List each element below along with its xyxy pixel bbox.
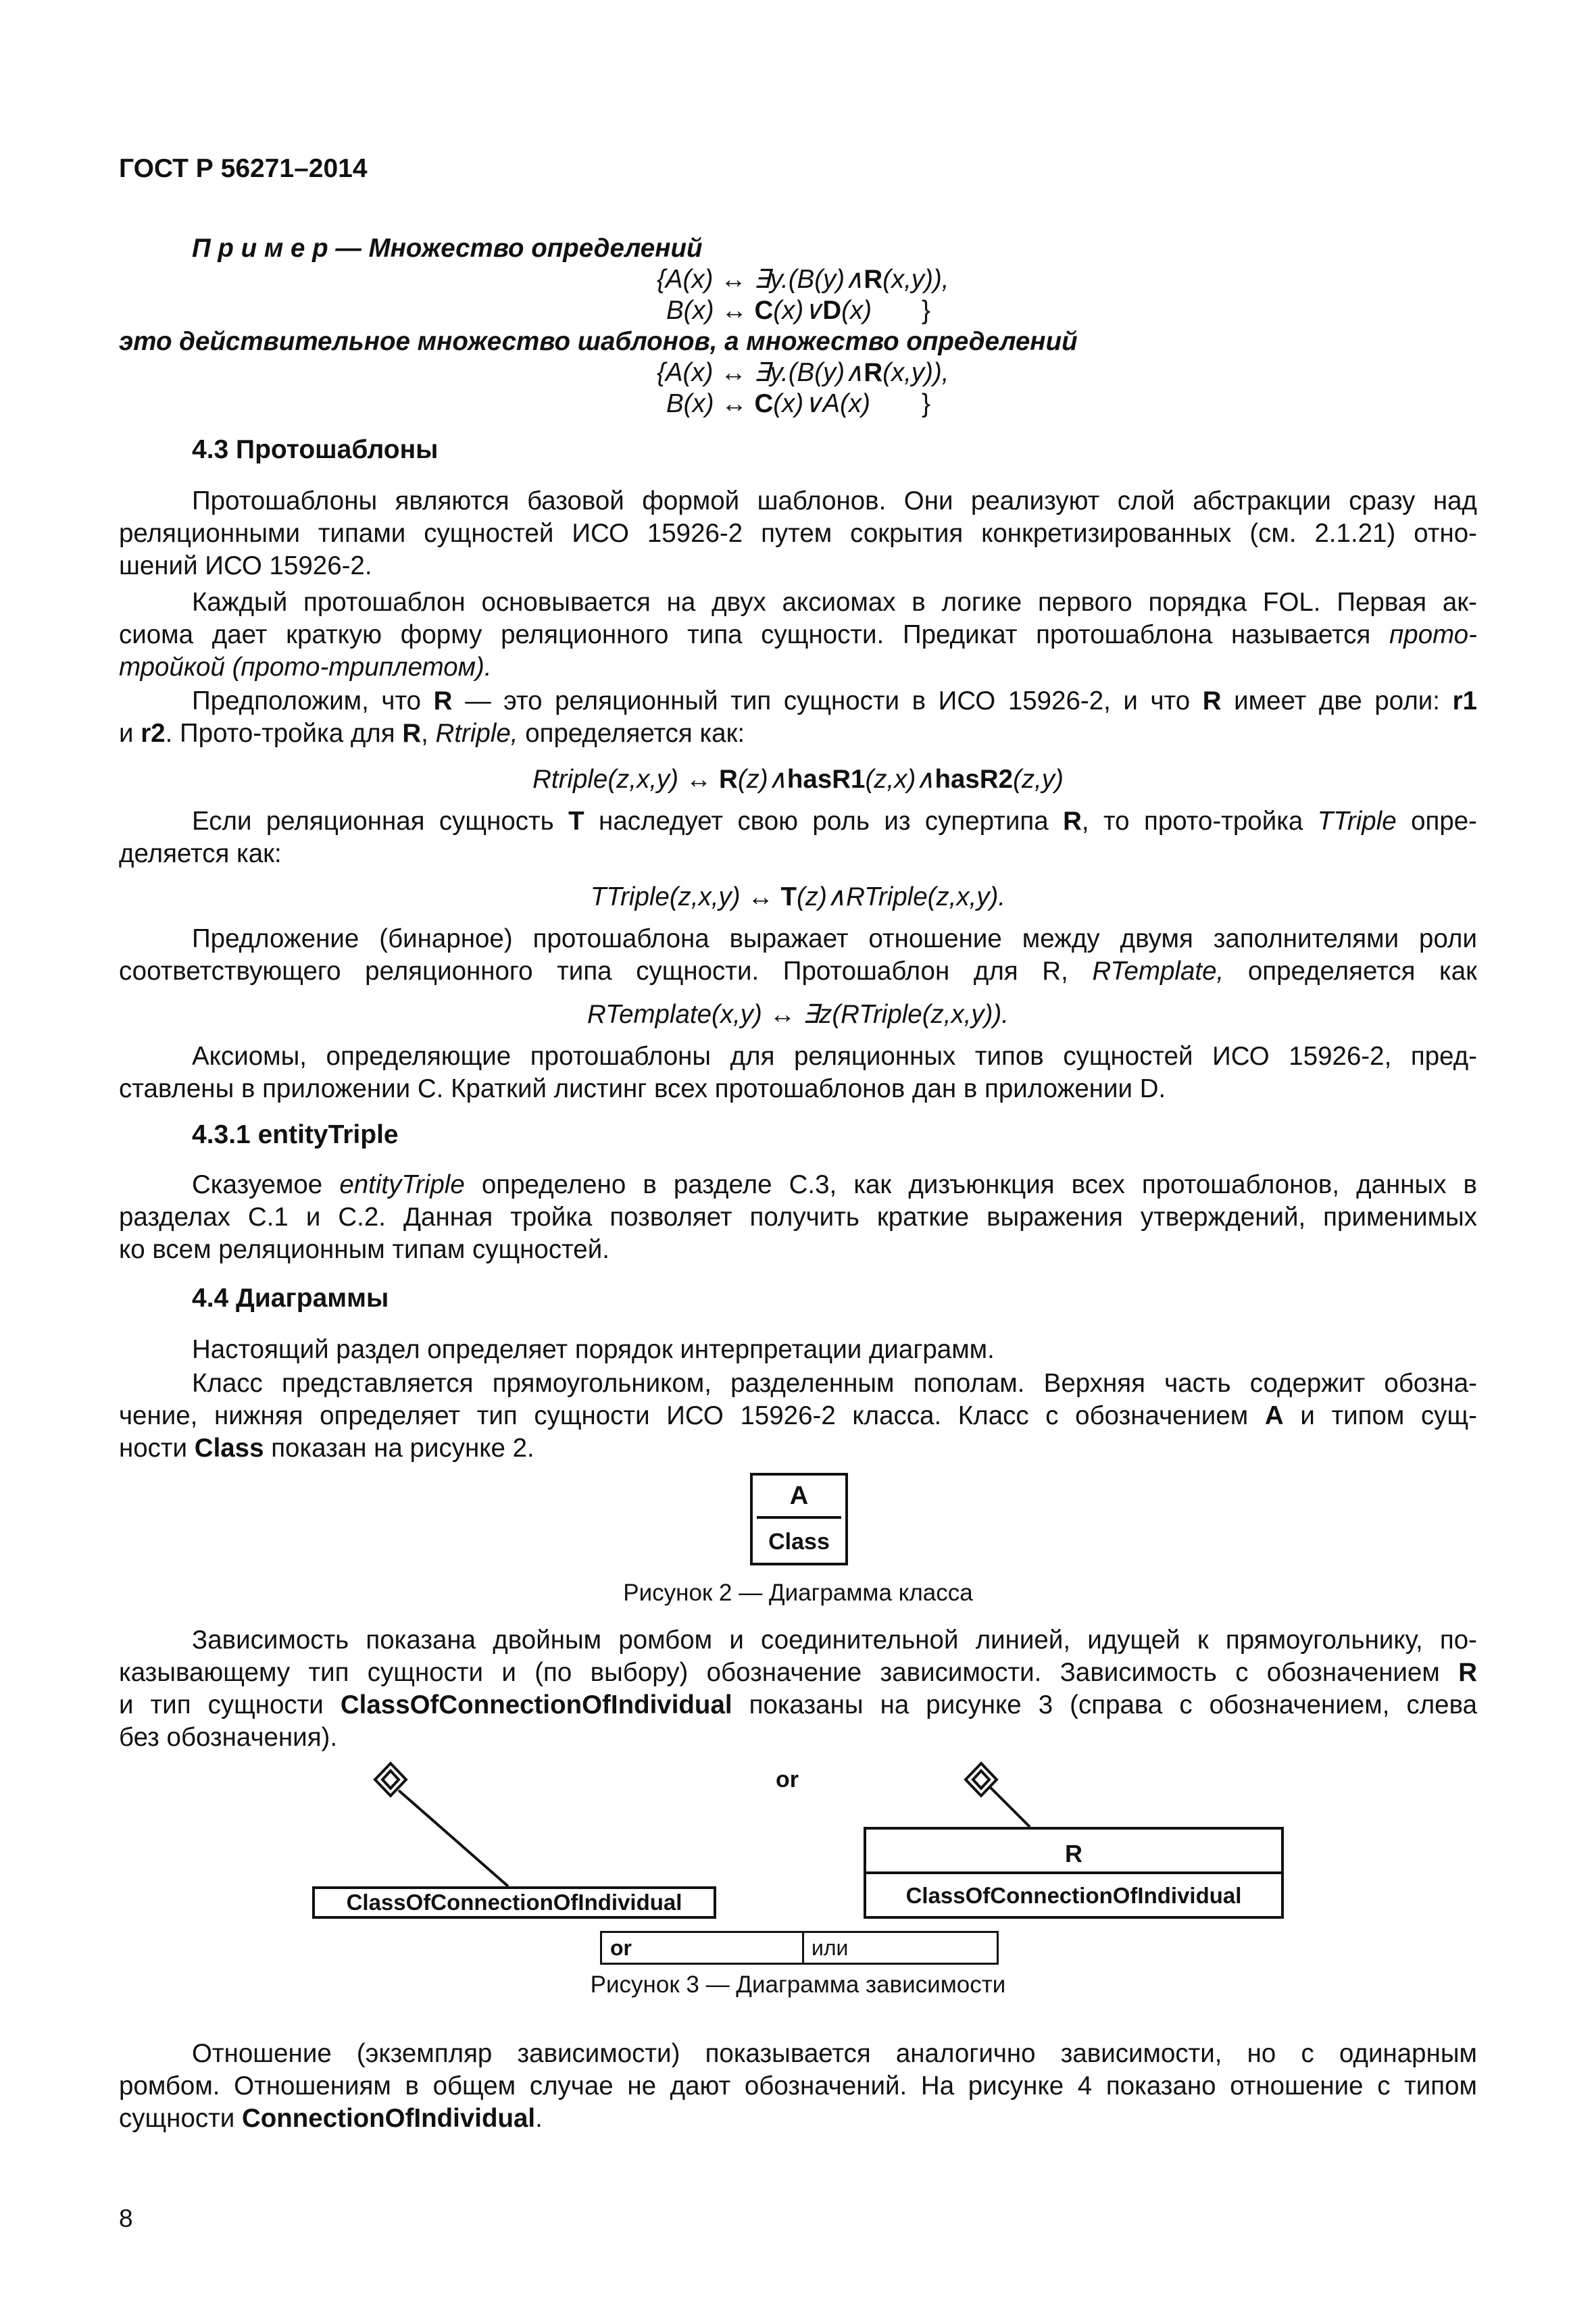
s431-p1-line2: разделах C.1 и C.2. Данная тройка позволяет получить краткие выражения утверждений, применимых bbox=[119, 1203, 1477, 1232]
class-box-right bbox=[864, 1827, 1284, 1919]
s43-p5-line1: Предложение (бинарное) протошаблона выражает отношение между двумя заполнителями роли bbox=[192, 924, 1477, 953]
s44-p3-line1: Зависимость показана двойным ромбом и соединительной линией, идущей к прямоугольнику, по- bbox=[192, 1626, 1477, 1655]
legend-ili: или bbox=[812, 1936, 849, 1960]
s43-p6-line2: ставлены в приложении C. Краткий листинг всех протошаблонов дан в приложении D. bbox=[119, 1074, 1166, 1103]
s44-p3-line4: без обозначения). bbox=[119, 1723, 338, 1752]
section-4-3-title: 4.3 Протошаблоны bbox=[192, 435, 439, 464]
class-diagram-type: Class bbox=[768, 1529, 830, 1555]
page-number: 8 bbox=[119, 2205, 133, 2232]
document-header: ГОСТ Р 56271–2014 bbox=[119, 154, 368, 183]
s43-p2-line3: тройкой (прото-триплетом). bbox=[119, 653, 492, 682]
s44-p4-line2: ромбом. Отношениям в общем случае не дают обозначений. На рисунке 4 показано отношение с типом bbox=[119, 2071, 1477, 2101]
class-box-left bbox=[312, 1886, 716, 1919]
s44-p4-line1: Отношение (экземпляр зависимости) показывается аналогично зависимости, но с одинарным bbox=[192, 2039, 1477, 2068]
s44-p2-line1: Класс представляется прямоугольником, разделенным пополам. Верхняя часть содержит обозна- bbox=[192, 1369, 1477, 1398]
or-label: or bbox=[776, 1767, 799, 1792]
class-diagram-label: A bbox=[789, 1482, 809, 1510]
connector-line-left bbox=[399, 1790, 508, 1886]
section-4-3-1-title: 4.3.1 entityTriple bbox=[192, 1120, 399, 1149]
example-set2-line1: {A(x) ↔ ∃y.(B(y)∧R(x,y)), bbox=[657, 358, 949, 387]
formula-rtriple: Rtriple(z,x,y) ↔ R(z)∧hasR1(z,x)∧hasR2(z,y) bbox=[532, 765, 1064, 794]
s43-p5-line2: соответствующего реляционного типа сущности. Протошаблон для R, RTemplate, определяется как bbox=[119, 957, 1478, 986]
s431-p1-line1: Сказуемое entityTriple определено в разделе C.3, как дизъюнкция всех протошаблонов, данных в bbox=[192, 1170, 1477, 1199]
class-box-right-label: R bbox=[1065, 1840, 1082, 1867]
figure-2-caption: Рисунок 2 — Диаграмма класса bbox=[623, 1580, 973, 1606]
formula-rtemplate: RTemplate(x,y) ↔ ∃z(RTriple(z,x,y)). bbox=[587, 1000, 1009, 1029]
formula-ttriple: TTriple(z,x,y) ↔ T(z)∧RTriple(z,x,y). bbox=[590, 882, 1006, 911]
s44-p1: Настоящий раздел определяет порядок интерпретации диаграмм. bbox=[192, 1335, 995, 1364]
s43-p1-line2: реляционными типами сущностей ИСО 15926-2 путем сокрытия конкретизированных (см. 2.1.21) отно- bbox=[119, 519, 1477, 548]
s43-p2-line1: Каждый протошаблон основывается на двух аксиомах в логике первого порядка FOL. Первая ак- bbox=[192, 588, 1477, 617]
legend-box bbox=[600, 1931, 999, 1965]
section-4-4-title: 4.4 Диаграммы bbox=[192, 1284, 389, 1313]
s43-p2-line2: сиома дает краткую форму реляционного типа сущности. Предикат протошаблона называется прото- bbox=[119, 620, 1477, 649]
example-intro: П р и м е р — Множество определений bbox=[192, 234, 703, 263]
s43-p4-line1: Если реляционная сущность T наследует свою роль из супертипа R, то прото-тройка TTriple опре- bbox=[192, 807, 1478, 836]
s44-p3-line3: и тип сущности ClassOfConnectionOfIndividual показаны на рисунке 3 (справа с обозначением, слева bbox=[119, 1690, 1478, 1719]
s43-p4-line2: деляется как: bbox=[119, 839, 282, 868]
class-box-right-divider bbox=[866, 1871, 1281, 1874]
connector-line-right bbox=[991, 1788, 1030, 1827]
example-set2-line2: B(x) ↔ C(x)∨A(x) bbox=[666, 389, 870, 418]
legend-or: or bbox=[610, 1936, 632, 1960]
example-set1-line1: {A(x) ↔ ∃y.(B(y)∧R(x,y)), bbox=[657, 265, 949, 294]
class-box-left-label: ClassOfConnectionOfIndividual bbox=[346, 1890, 682, 1915]
example-middle: это действительное множество шаблонов, а множество определений bbox=[119, 327, 1078, 356]
s44-p4-line3: сущности ConnectionOfIndividual. bbox=[119, 2104, 543, 2133]
s43-p1-line3: шений ИСО 15926-2. bbox=[119, 551, 372, 580]
example-set2-brace: } bbox=[922, 389, 930, 418]
example-set1-brace: } bbox=[922, 296, 930, 325]
legend-divider bbox=[802, 1933, 804, 1963]
s43-p6-line1: Аксиомы, определяющие протошаблоны для реляционных типов сущностей ИСО 15926-2, пред- bbox=[192, 1042, 1477, 1071]
double-diamond-icon-left bbox=[375, 1763, 406, 1796]
s43-p3-line2: и r2. Прото-тройка для R, Rtriple, определяется как: bbox=[119, 719, 745, 748]
s43-p3-line1: Предположим, что R — это реляционный тип сущности в ИСО 15926-2, и что R имеет две роли: r1 bbox=[192, 686, 1477, 715]
class-box-right-type: ClassOfConnectionOfIndividual bbox=[905, 1883, 1242, 1908]
s431-p1-line3: ко всем реляционным типам сущностей. bbox=[119, 1235, 609, 1264]
s44-p3-line2: казывающему тип сущности и (по выбору) обозначение зависимости. Зависимость с обозначением R bbox=[119, 1658, 1477, 1687]
s43-p1-line1: Протошаблоны являются базовой формой шаблонов. Они реализуют слой абстракции сразу над bbox=[192, 486, 1477, 515]
example-set1-line2: B(x) ↔ C(x)∨D(x) bbox=[666, 296, 872, 325]
figure-3-caption: Рисунок 3 — Диаграмма зависимости bbox=[590, 1971, 1006, 1998]
s44-p2-line2: чение, нижняя определяет тип сущности ИСО 15926-2 класса. Класс с обозначением A и типом сущ- bbox=[119, 1401, 1477, 1430]
s44-p2-line3: ности Class показан на рисунке 2. bbox=[119, 1434, 534, 1463]
